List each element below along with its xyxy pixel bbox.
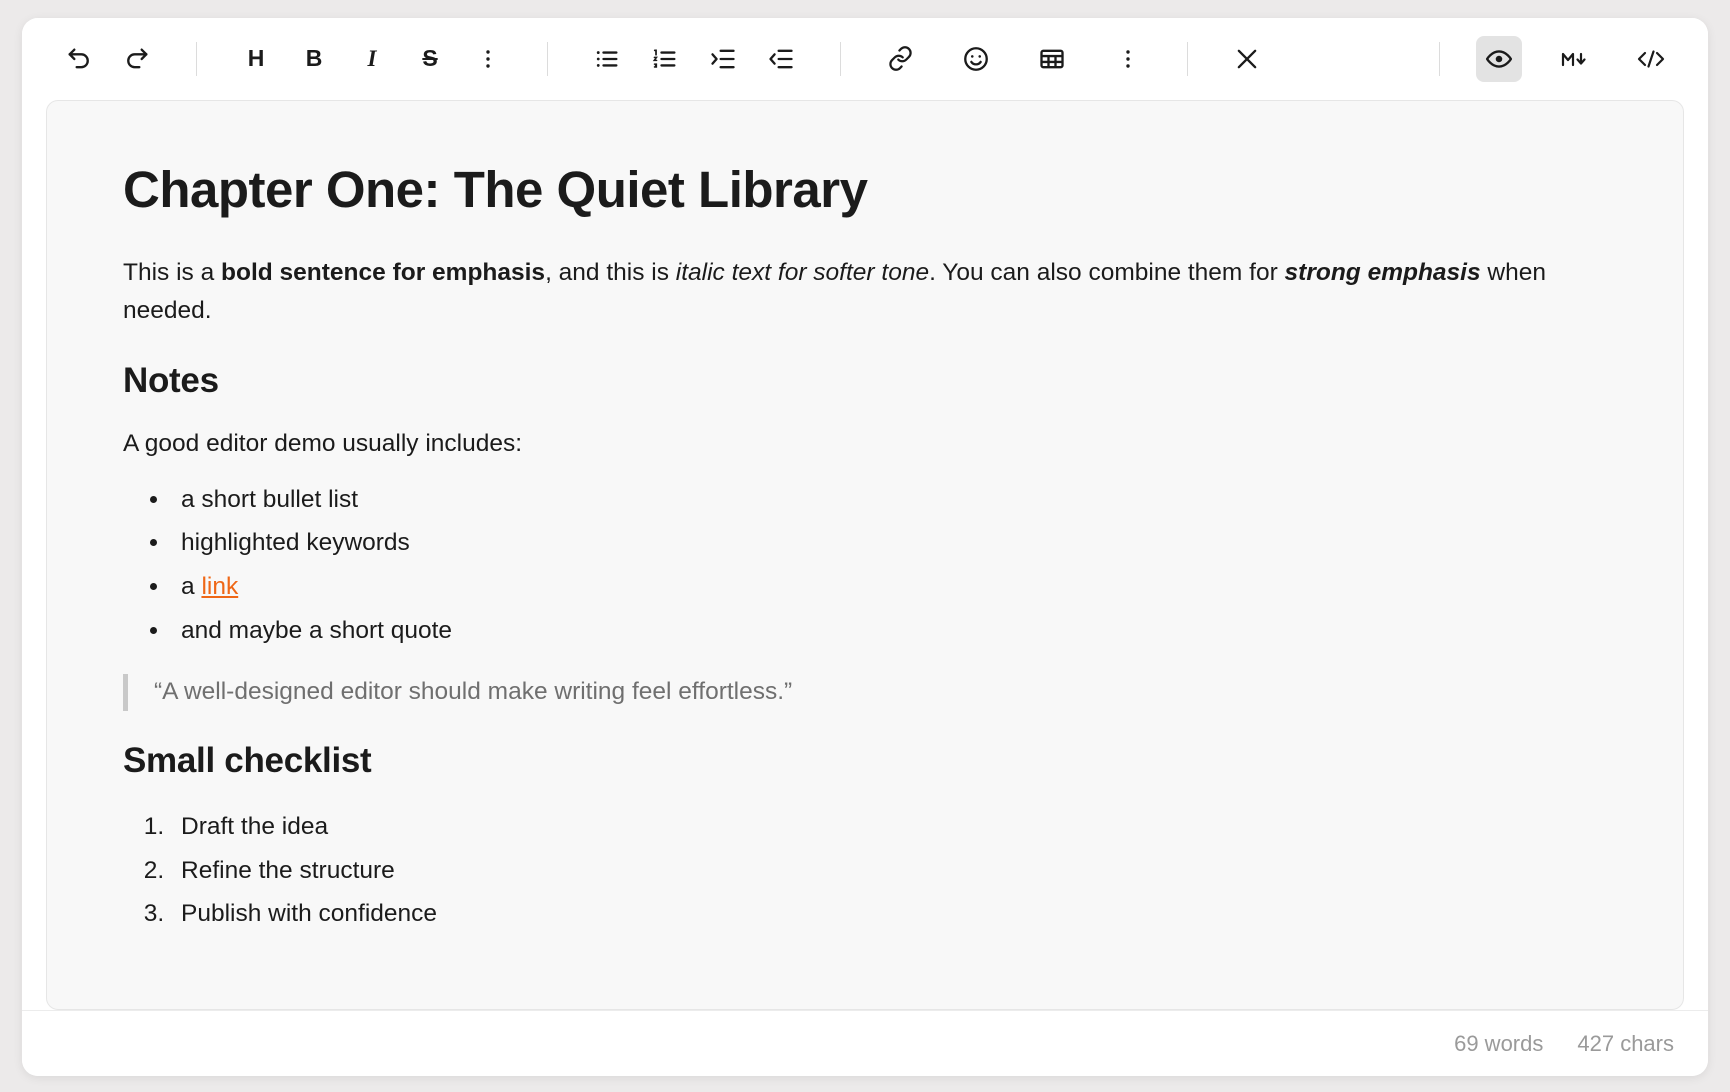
link-icon[interactable] [877, 36, 923, 82]
page-title: Chapter One: The Quiet Library [123, 161, 868, 218]
intro-text-3: . You can also combine them for [929, 258, 1285, 286]
intro-text-2: , and this is [545, 258, 676, 286]
toolbar-divider [840, 42, 841, 76]
notes-lead-paragraph: A good editor demo usually includes: [123, 430, 523, 458]
list-item-text: a short bullet list [181, 485, 359, 513]
intro-italic-1: italic text for softer tone [675, 258, 930, 286]
intro-bold-1: bold sentence for emphasis [221, 258, 546, 286]
more-text-options-icon[interactable] [465, 36, 511, 82]
list-item: 3. Publish with confidence [171, 892, 1607, 936]
status-bar [22, 1010, 1708, 1076]
numbered-list-button[interactable] [642, 36, 688, 82]
heading-button[interactable] [233, 36, 279, 82]
document-content[interactable] [47, 101, 1683, 976]
heading-label: H [247, 45, 265, 71]
ordered-list [123, 805, 1607, 936]
list-item [171, 565, 1607, 609]
italic-label: I [367, 46, 377, 71]
more-insert-options-icon[interactable] [1105, 36, 1151, 82]
list-item-text: highlighted keywords [181, 529, 410, 557]
intro-text-1: This is a [123, 258, 222, 286]
list-item [171, 478, 1607, 522]
bullet-list [123, 478, 1607, 652]
list-item: 2. Refine the structure [171, 849, 1607, 893]
bold-button[interactable] [291, 36, 337, 82]
editor-window [22, 18, 1708, 1076]
blockquote: “A well-designed editor should make writing feel effortless.” [123, 674, 1607, 711]
notes-heading: Notes [123, 361, 219, 401]
character-count: 427 chars [1577, 1030, 1674, 1056]
list-item [171, 609, 1607, 653]
intro-bold-italic-1: strong emphasis [1284, 258, 1481, 286]
list-item: 1. Draft the idea [171, 805, 1607, 849]
strikethrough-label: S [422, 45, 438, 71]
clear-formatting-icon[interactable] [1224, 36, 1270, 82]
toolbar-divider [1187, 42, 1188, 76]
document-canvas[interactable] [46, 100, 1684, 1010]
preview-toggle-icon[interactable] [1476, 36, 1522, 82]
indent-button[interactable] [700, 36, 746, 82]
toolbar-divider [196, 42, 197, 76]
editor-toolbar [22, 18, 1708, 100]
intro-paragraph [123, 254, 1603, 331]
strikethrough-button[interactable] [407, 36, 453, 82]
list-item-text: a [181, 572, 202, 600]
source-code-icon[interactable] [1628, 36, 1674, 82]
table-icon[interactable] [1029, 36, 1075, 82]
undo-icon[interactable] [56, 36, 102, 82]
toolbar-divider [1439, 42, 1440, 76]
bullet-list-button[interactable] [584, 36, 630, 82]
outdent-button[interactable] [758, 36, 804, 82]
intro-text-4: when needed. [123, 258, 1546, 325]
emoji-icon[interactable] [953, 36, 999, 82]
list-item [171, 521, 1607, 565]
italic-button[interactable] [349, 36, 395, 82]
checklist-heading: Small checklist [123, 740, 372, 780]
markdown-export-icon[interactable] [1552, 36, 1598, 82]
list-item-text: and maybe a short quote [181, 616, 453, 644]
inline-link[interactable]: link [201, 572, 239, 600]
bold-label: B [305, 45, 323, 71]
word-count: 69 words [1454, 1030, 1544, 1056]
toolbar-divider [547, 42, 548, 76]
redo-icon[interactable] [114, 36, 160, 82]
